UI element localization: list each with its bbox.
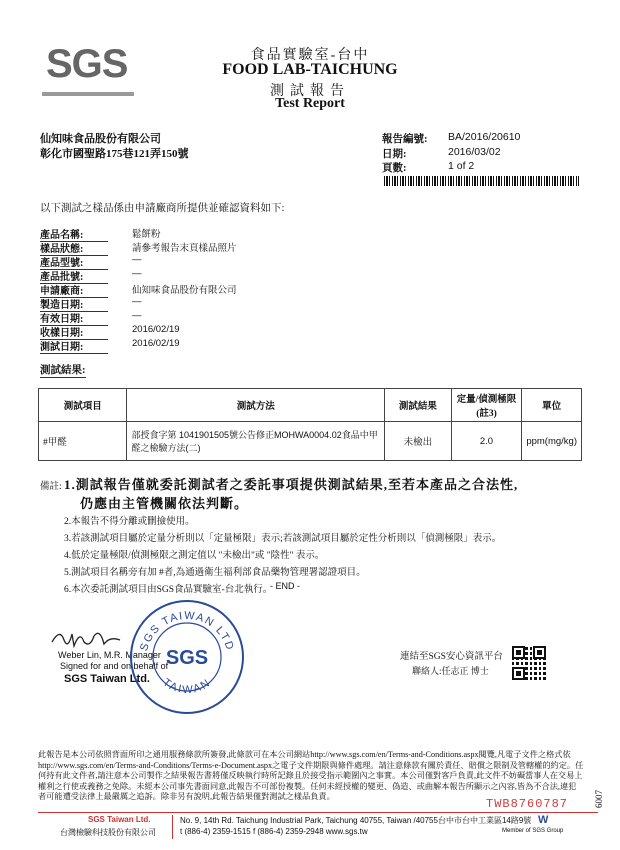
field-applicant bbox=[40, 282, 440, 295]
notes bbox=[40, 476, 580, 599]
end-marker: - END - bbox=[270, 581, 300, 591]
field-manufacture-date bbox=[40, 296, 440, 309]
intro-text: 以下測試之樣品係由申請廠商所提供並確認資料如下: bbox=[40, 203, 285, 214]
footer-phone: t (886-4) 2359-1515 f (886-4) 2359-2948 www.sgs.tw bbox=[180, 827, 368, 836]
field-value: — bbox=[132, 268, 142, 279]
results-table bbox=[38, 388, 582, 461]
seal-bottom-text: TAIWAN bbox=[160, 676, 214, 697]
footer-member: Member of SGS Group bbox=[502, 828, 564, 834]
results-title: 測試結果: bbox=[40, 362, 86, 378]
field-label: 產品批號: bbox=[40, 268, 108, 284]
field-value: 請參考報告末頁樣品照片 bbox=[132, 243, 237, 254]
field-batch bbox=[40, 268, 440, 281]
cell-unit: ppm(mg/kg) bbox=[522, 422, 582, 461]
note-6: 6.本次委託測試項目由SGS食品實驗室-台北執行。 bbox=[64, 585, 273, 595]
footer-address: No. 9, 14th Rd. Taichung Industrial Park, Taichung 40755, Taiwan /40755台中市台中工業區14路9號 bbox=[180, 816, 532, 825]
signed-for: Signed for and on behalf of bbox=[60, 661, 169, 671]
signer-company: SGS Taiwan Ltd. bbox=[64, 673, 150, 685]
col-limit: 定量/偵測極限(註3) bbox=[451, 389, 522, 422]
field-label: 產品名稱: bbox=[40, 226, 108, 242]
field-label: 製造日期: bbox=[40, 296, 108, 312]
footer-company-en: SGS Taiwan Ltd. bbox=[88, 815, 151, 824]
footer-company-cn: 台灣檢驗科技股份有限公司 bbox=[60, 828, 156, 837]
customer-name: 仙知味食品股份有限公司 bbox=[40, 133, 161, 145]
field-received-date bbox=[40, 324, 440, 337]
qr-finder bbox=[512, 667, 525, 680]
serial-number: TWB8760787 bbox=[486, 797, 569, 811]
field-sample-state bbox=[40, 240, 440, 253]
col-method: 測試方法 bbox=[127, 389, 385, 422]
report-page-label: 頁數: bbox=[382, 163, 407, 174]
field-value: — bbox=[132, 310, 142, 321]
handwritten-signature bbox=[50, 624, 130, 652]
seal-top-text: SGS TAIWAN LTD bbox=[138, 609, 236, 653]
cell-limit: 2.0 bbox=[451, 422, 522, 461]
lab-name-en: FOOD LAB-TAICHUNG bbox=[222, 61, 398, 78]
report-title-en: Test Report bbox=[275, 96, 345, 111]
logo-text: SGS bbox=[46, 42, 128, 86]
seal-center-text: SGS bbox=[165, 647, 209, 669]
report-page: 1 of 2 bbox=[448, 160, 475, 172]
field-expiry-date bbox=[40, 310, 440, 323]
customer-address: 彰化市國聖路175巷121弄150號 bbox=[40, 148, 189, 160]
note-3: 3.若該測試項目屬於定量分析則以「定量極限」表示;若該測試項目屬於定性分析則以「偵測極限」表示。 bbox=[64, 534, 502, 544]
company-seal bbox=[128, 598, 246, 716]
footer-terms: 此報告是本公司依照背面所印之通用服務條款所簽發,此條款可在本公司網站http://www.sgs.com/en/Terms-and-Conditions.aspx閱覽,凡電子文件之格式依http://www.sgs.com/en/Terms-and-Conditions/Terms-e-Document.aspx之電子文件期限與條件處理。請注意條款有關於責任、賠償之限制及管轄權的約定。任何持有此文件者,請注意本公司製作之結果報告書將僅反映執行時所記錄且於接受指示範圍內之事實。本公司僅對客戶負責,此文件不妨礙當事人在交易上權利之行使或義務之免除。未經本公司事先書面同意,此報告不可部份複製。任何未經授權的變更、偽造、或曲解本報告所顯示之內容,皆為不合法,違犯者可能遭受法律上最嚴厲之追訴。除非另有說明,此報告結果僅對測試之樣品負責。 bbox=[38, 750, 584, 801]
field-value: — bbox=[132, 296, 142, 307]
side-code: 6007 bbox=[594, 790, 604, 808]
sgs-logo bbox=[42, 40, 134, 98]
qr-code-icon[interactable] bbox=[512, 646, 546, 680]
verify-contact: 聯絡人:任志正 博士 bbox=[412, 666, 489, 676]
col-result: 測試結果 bbox=[385, 389, 452, 422]
field-product-name bbox=[40, 226, 440, 239]
report-title-cn: 測試報告 bbox=[270, 84, 350, 99]
qr-finder bbox=[512, 646, 525, 659]
field-value: 鬆餅粉 bbox=[132, 229, 161, 240]
note-4: 4.低於定量極限/偵測極限之測定值以 "未檢出"或 "陰性" 表示。 bbox=[64, 551, 325, 561]
report-number: BA/2016/20610 bbox=[448, 131, 521, 143]
field-label: 收樣日期: bbox=[40, 324, 108, 340]
cell-item: #甲醛 bbox=[39, 422, 127, 461]
note-5: 5.測試項目名稱旁有加 #者,為通過衛生福利部食品藥物管理署認證項目。 bbox=[64, 568, 366, 578]
col-item: 測試項目 bbox=[39, 389, 127, 422]
field-value: 2016/02/19 bbox=[132, 338, 180, 349]
note-1-line-1: 1.測試報告僅就委託測試者之委託事項提供測試結果,至若本產品之合法性, bbox=[64, 477, 519, 492]
svg-text:TAIWAN bbox=[161, 676, 214, 696]
note-1-line-2: 仍應由主管機關依法判斷。 bbox=[80, 496, 249, 511]
report-date-label: 日期: bbox=[382, 149, 407, 160]
lab-name-cn: 食品實驗室-台中 bbox=[250, 48, 370, 63]
footer-w-mark: W bbox=[538, 814, 549, 826]
field-label: 申請廠商: bbox=[40, 282, 108, 298]
field-model bbox=[40, 254, 440, 267]
cell-result: 未檢出 bbox=[385, 422, 452, 461]
field-label: 樣品狀態: bbox=[40, 240, 108, 256]
signer-name: Weber Lin, M.R. Manager bbox=[58, 650, 161, 660]
field-test-date bbox=[40, 338, 440, 351]
report-date: 2016/03/02 bbox=[448, 146, 501, 158]
note-2: 2.本報告不得分離或刪撿使用。 bbox=[64, 517, 195, 527]
field-label: 有效日期: bbox=[40, 310, 108, 326]
field-label: 產品型號: bbox=[40, 254, 108, 270]
field-value: — bbox=[132, 254, 142, 265]
notes-prefix: 備註: bbox=[40, 482, 62, 492]
qr-finder bbox=[533, 646, 546, 659]
field-value: 仙知味食品股份有限公司 bbox=[132, 285, 237, 296]
footer-separator bbox=[172, 815, 173, 839]
table-header-row bbox=[39, 389, 582, 422]
footer-divider bbox=[38, 812, 598, 813]
col-unit: 單位 bbox=[522, 389, 582, 422]
cell-method: 部授食字第 1041901505號公告修正MOHWA0004.02食品中甲醛之檢驗方法(二) bbox=[127, 422, 385, 461]
table-row bbox=[39, 422, 582, 461]
logo-bar bbox=[42, 92, 134, 96]
report-number-label: 報告編號: bbox=[382, 134, 428, 145]
report-barcode bbox=[384, 176, 579, 186]
field-label: 測試日期: bbox=[40, 338, 108, 354]
field-value: 2016/02/19 bbox=[132, 324, 180, 335]
verify-platform-text: 連結至SGS安心資訊平台 bbox=[400, 652, 503, 662]
